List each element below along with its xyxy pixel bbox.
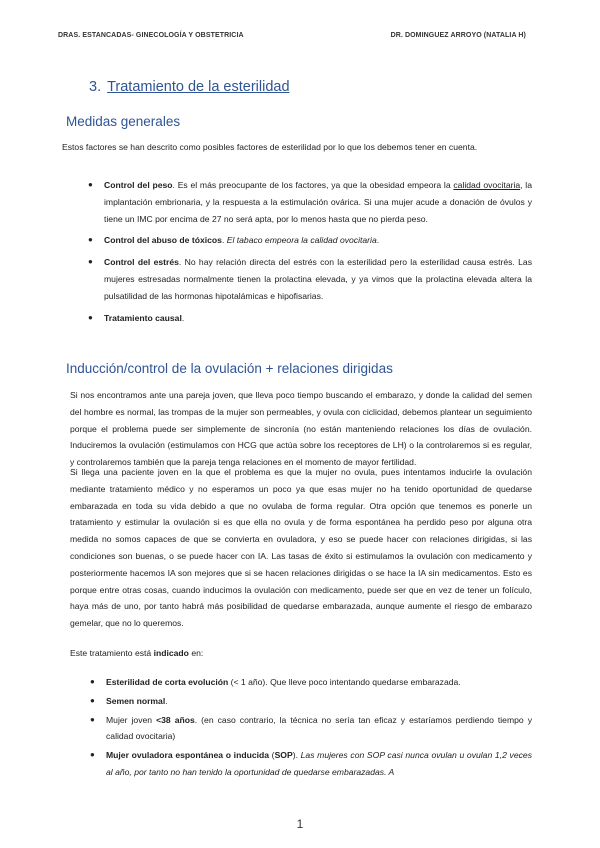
bullet-icon: ● xyxy=(88,180,93,189)
indicado-pre: Este tratamiento está xyxy=(70,648,154,658)
indicaciones-list xyxy=(90,674,533,781)
item-text: Mujer joven xyxy=(106,714,157,725)
header-right: DR. DOMINGUEZ ARROYO (NATALIA H) xyxy=(390,32,526,39)
bullet-icon: ● xyxy=(88,312,93,322)
item-text: (< 1 año). Que lleve poco intentando quedarse embarazada. xyxy=(228,677,461,687)
indicado-line xyxy=(70,645,532,662)
list-item xyxy=(88,232,532,249)
item-text: . No hay relación directa del estrés con la esterilidad pero la esterilidad causa estrés. Las mujeres estresadas normalmente tienen la prolactina elevada, y ya vimos que la prolactina elevada altera la pulsatilidad de las hormonas hipotalámicas e hipofisarias. xyxy=(104,257,532,301)
page-number: 1 xyxy=(296,817,304,831)
item-bold: Control del peso xyxy=(104,180,173,190)
item-bold: Tratamiento causal xyxy=(104,312,182,323)
list-item xyxy=(90,674,532,691)
item-bold: Control del estrés xyxy=(104,257,179,268)
item-bold: <38 años xyxy=(156,714,195,725)
bullet-icon: ● xyxy=(90,714,95,724)
medidas-list xyxy=(88,177,532,326)
section-number: 3. xyxy=(89,79,102,95)
item-bold: Control del abuso de tóxicos xyxy=(104,235,222,246)
heading-medidas-generales: Medidas generales xyxy=(66,114,181,129)
item-italic: Las mujeres con SOP casi nunca ovulan u ovulan 1,2 veces al año, por tanto no han tenido la oportunidad de quedarse embarazadas. A xyxy=(106,750,532,777)
item-text: . Es el más preocupante de los factores, ya que la obesidad empeora la xyxy=(172,180,454,190)
item-text: . (en caso contrario, la técnica no sería tan eficaz y estaríamos perdiendo tiempo y calidad ovocitaria) xyxy=(106,714,533,742)
item-underline: calidad ovocitaria xyxy=(453,180,521,190)
item-bold: Esterilidad de corta evolución xyxy=(106,677,229,687)
section-title xyxy=(89,79,290,95)
item-bold: Mujer ovuladora espontánea o inducida xyxy=(106,750,270,761)
bullet-icon: ● xyxy=(88,257,93,267)
item-text: . xyxy=(181,312,185,323)
bullet-icon: ● xyxy=(90,750,95,760)
medidas-intro: Estos factores se han descrito como posibles factores de esterilidad por lo que los debemos tener en cuenta. xyxy=(62,142,478,152)
bullet-icon: ● xyxy=(88,235,93,245)
indicado-bold: indicado xyxy=(153,648,189,658)
item-text: ( xyxy=(269,750,275,761)
item-text: ). xyxy=(292,750,301,761)
item-text: . xyxy=(165,695,168,706)
list-item xyxy=(88,310,532,327)
induccion-p1: Si nos encontramos ante una pareja joven, que lleva poco tiempo buscando el embarazo, y donde la calidad del semen del hombre es normal, las trompas de la mujer son permeables, y ovula con ciclicidad, debemos plantear un seguimiento porque el problema puede ser simplemente de sincronía (no están manteniendo relaciones los días de ovulación. Induciremos la ovulación (estimulamos con HCG que actúa sobre los receptores de LH) o la controlaremos si es regular, y controlaremos también que la pareja tenga relaciones en el momento de mayor fertilidad. xyxy=(70,390,532,468)
list-item xyxy=(90,712,533,746)
item-bold: SOP xyxy=(274,750,293,761)
item-text: . xyxy=(376,235,380,246)
item-italic: El tabaco empeora la calidad ovocitaria xyxy=(226,235,377,246)
list-item xyxy=(88,254,532,304)
induccion-p2: Si llega una paciente joven en la que el problema es que la mujer no ovula, pues intentamos inducirle la ovulación mediante tratamiento médico y no esperamos un poco ya que esas mujer no ha tenido oportunidad de quedarse embarazada en toda su vida debido a que no ovulaba de forma regular. Otra opción que tenemos es ponerle un tratamiento y estimular la ovulación si es que ella no ovula y de forma espontánea ha perdido peso por alguna otra medida no somos capaces de que se convierta en ovuladora, y eso se puede hacer con relaciones dirigidas, si las condiciones son buenas, o se puede hacer con IA. Las tasas de éxito si estimulamos la ovulación con medicamento y posteriormente hacemos IA son mejores que si se hacen relaciones dirigidas o se hace la IA sin medicamentos. Esto es porque entre otras cosas, cuando inducimos la ovulación con medicamento, puede ser que en vez de tener un folículo, haya más de uno, por tanto habrá más posibilidad de quedarse embarazada, aunque aumente el riesgo de embarazo gemelar, que no lo queremos. xyxy=(70,467,532,629)
list-item xyxy=(88,177,532,227)
list-item xyxy=(90,747,532,781)
indicado-post: en: xyxy=(188,648,204,658)
bullet-icon: ● xyxy=(90,695,95,705)
bullet-icon: ● xyxy=(90,677,95,686)
item-text: . xyxy=(221,235,227,246)
item-bold: Semen normal xyxy=(106,695,166,706)
list-item xyxy=(90,693,532,710)
section-title-text: Tratamiento de la esterilidad xyxy=(107,79,290,95)
page-header xyxy=(58,32,526,39)
item-text: , la implantación embrionaria, y la respuesta a la estimulación ovárica. Si una mujer acude a donación de óvulos y tiene un IMC por encima de 27 no será apta, por lo menos hasta que no pierda peso. xyxy=(104,180,532,224)
heading-induccion: Inducción/control de la ovulación + relaciones dirigidas xyxy=(66,361,393,376)
header-left: DRAS. ESTANCADAS- GINECOLOGÍA Y OBSTETRICIA xyxy=(58,32,244,39)
